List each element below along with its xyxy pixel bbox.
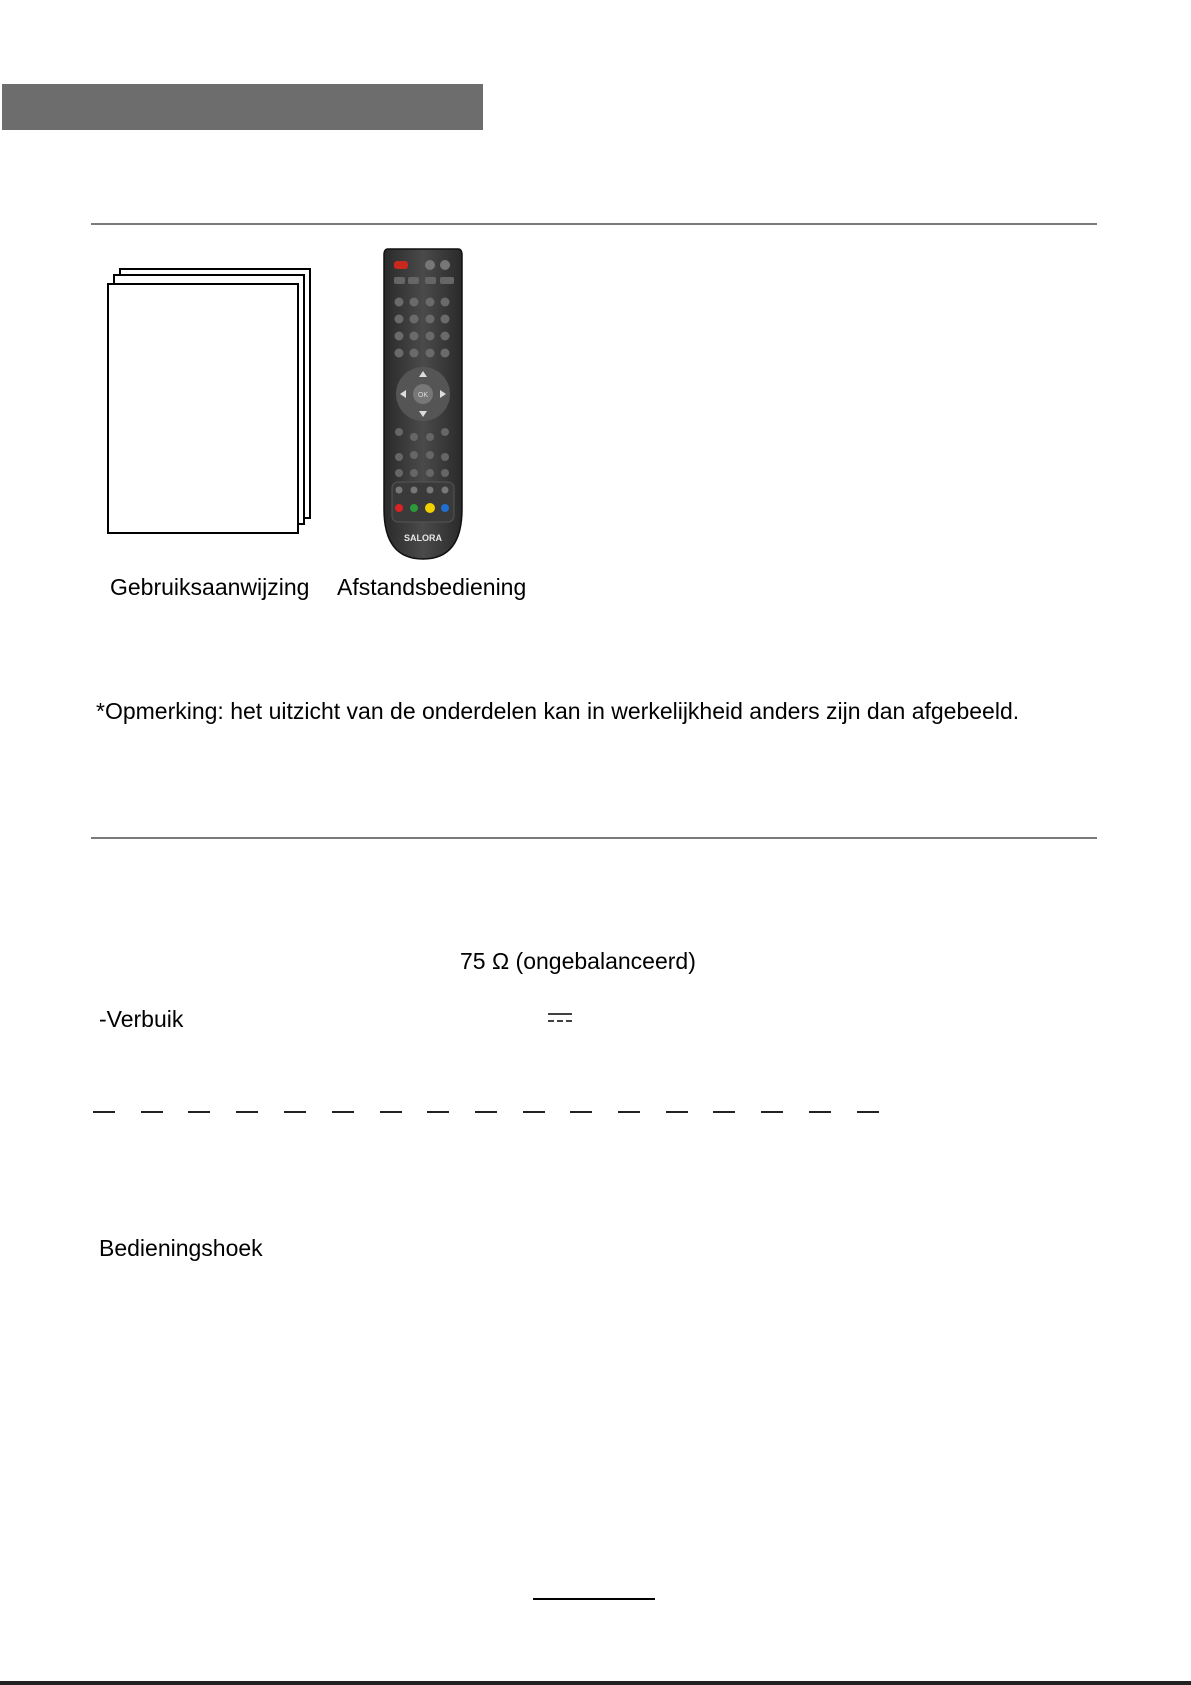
power-button-icon <box>394 261 408 269</box>
dash-separator <box>141 1111 163 1113</box>
impedance-value: 75 Ω (ongebalanceerd) <box>460 948 696 974</box>
remote-label: Afstandsbediening <box>337 574 527 600</box>
section-divider-top <box>91 223 1097 225</box>
dash-separator <box>666 1111 688 1113</box>
dash-separator <box>188 1111 210 1113</box>
dash-separator <box>857 1111 879 1113</box>
dash-separator <box>570 1111 592 1113</box>
page-bottom-edge <box>0 1681 1191 1685</box>
manual-label: Gebruiksaanwijzing <box>110 574 310 600</box>
manual-illustration <box>105 266 313 539</box>
svg-text:SALORA: SALORA <box>404 533 442 543</box>
remote-control-illustration <box>382 247 464 562</box>
dash-separator <box>284 1111 306 1113</box>
dash-separator <box>761 1111 783 1113</box>
dash-separator <box>236 1111 258 1113</box>
dash-separator <box>93 1111 115 1113</box>
section-header-bar <box>2 84 483 130</box>
section-divider-bottom <box>91 837 1097 839</box>
dash-separator <box>475 1111 497 1113</box>
svg-text:OK: OK <box>417 392 429 399</box>
dash-separator <box>809 1111 831 1113</box>
viewing-angle-label: Bedieningshoek <box>99 1235 263 1261</box>
note-text: *Opmerking: het uitzicht van de onderdelen kan in werkelijkheid anders zijn dan afgebeeld. <box>96 698 1020 724</box>
dash-separator <box>427 1111 449 1113</box>
page-number-underline <box>533 1598 655 1600</box>
dash-separator <box>523 1111 545 1113</box>
consumption-label: -Verbuik <box>99 1006 184 1032</box>
dash-separator <box>332 1111 354 1113</box>
dash-separator <box>380 1111 402 1113</box>
dc-current-symbol-icon <box>548 1012 572 1024</box>
dash-separator <box>713 1111 735 1113</box>
dash-separator <box>618 1111 640 1113</box>
